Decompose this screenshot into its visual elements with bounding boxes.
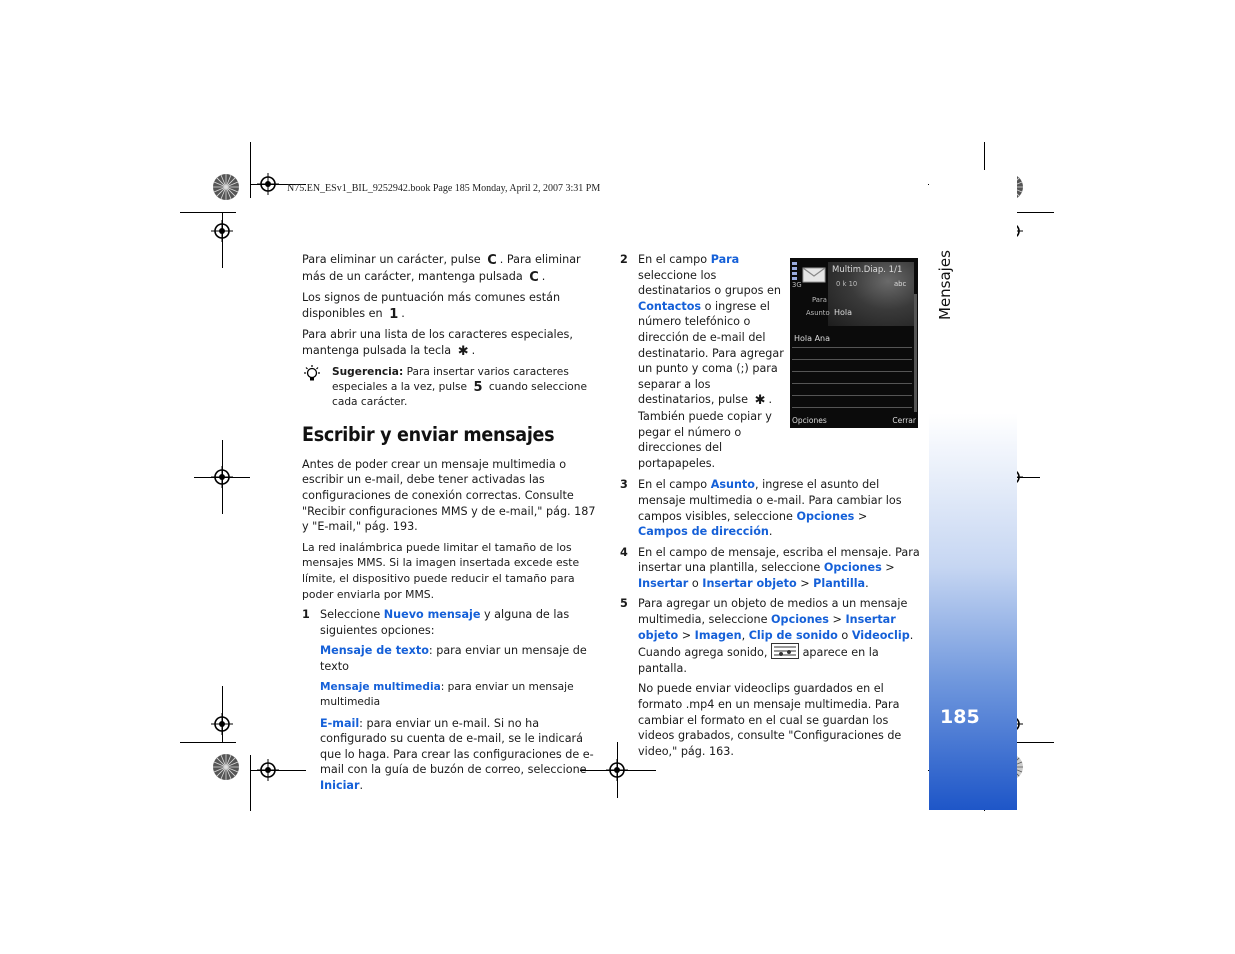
- registration-mark-icon: [257, 173, 279, 195]
- menu-link[interactable]: Asunto: [710, 478, 755, 492]
- menu-link[interactable]: Iniciar: [320, 779, 360, 793]
- crop-mark: [180, 742, 236, 743]
- paragraph: Antes de poder crear un mensaje multimedia o escribir un e-mail, debe tener activadas las configuraciones de conexión correctas. Consulte "Recibir configuraciones MMS y de e-mail," pág. 187 y "E-mail," pág. 193.: [302, 457, 596, 534]
- menu-link[interactable]: Para: [710, 253, 740, 266]
- step-item: 3 En el campo Asunto, ingrese el asunto del mensaje multimedia o e-mail. Para cambiar los campos visibles, seleccione Opciones > Campos de dirección.: [620, 478, 902, 539]
- rosette-mark-icon: [212, 753, 240, 781]
- rosette-mark-icon: [212, 173, 240, 201]
- c-key-icon: C: [529, 269, 539, 285]
- crop-mark: [180, 212, 236, 213]
- softkey-close[interactable]: Cerrar: [892, 416, 916, 425]
- crop-mark: [250, 142, 251, 198]
- input-mode-indicator: abc: [894, 280, 907, 288]
- envelope-icon: [802, 266, 826, 284]
- menu-link[interactable]: Videoclip: [851, 628, 910, 642]
- option-item: Mensaje de texto: para enviar un mensaje de texto: [320, 644, 587, 673]
- crop-mark: [250, 755, 251, 811]
- paragraph: No puede enviar videoclips guardados en el formato .mp4 en un mensaje multimedia. Para cambiar el formato en el cual se guardan los videos grabados, consulte "Configuraciones de video," pág. 163.: [638, 682, 902, 758]
- menu-link[interactable]: E-mail: [320, 716, 360, 730]
- step-item: 1 Seleccione Nuevo mensaje y alguna de las siguientes opciones:: [302, 608, 570, 637]
- left-column: [302, 252, 604, 799]
- option-item: E-mail: para enviar un e-mail. Si no ha configurado su cuenta de e-mail, se le indicará que lo haga. Para crear las configuraciones de e-mail con la guía de buzón de correo, seleccione Iniciar.: [320, 716, 594, 793]
- registration-mark-icon: [211, 220, 233, 242]
- menu-link[interactable]: Opciones: [771, 613, 829, 627]
- tip-label: Sugerencia:: [332, 365, 404, 378]
- section-heading: Escribir y enviar mensajes: [302, 422, 555, 446]
- print-header: N75.EN_ESv1_BIL_9252942.book Page 185 Monday, April 2, 2007 3:31 PM: [287, 183, 601, 194]
- option-item: Mensaje multimedia: para enviar un mensaje multimedia: [320, 680, 574, 709]
- page-number: 185: [940, 706, 980, 728]
- menu-link[interactable]: Nuevo mensaje: [383, 608, 481, 622]
- menu-link[interactable]: Mensaje de texto: [320, 644, 429, 658]
- paragraph: Los signos de puntuación más comunes están disponibles en 1 .: [302, 291, 561, 322]
- registration-mark-icon: [211, 713, 233, 735]
- softkey-options[interactable]: Opciones: [792, 416, 827, 425]
- menu-link[interactable]: Insertar: [638, 576, 689, 590]
- menu-link[interactable]: Opciones: [796, 509, 855, 523]
- chapter-title-text: Mensajes: [936, 250, 954, 320]
- tip-box: Sugerencia: Para insertar varios caracteres especiales a la vez, pulse 5 cuando seleccione cada carácter.: [302, 365, 604, 411]
- menu-link[interactable]: Plantilla: [813, 576, 866, 590]
- step-item: 5 Para agregar un objeto de medios a un mensaje multimedia, seleccione Opciones > Insertar objeto > Imagen, Clip de sonido o Videoclip. Cuando agrega sonido, aparece en la pantalla.: [620, 597, 914, 675]
- registration-mark-icon: [257, 759, 279, 781]
- screen-title: Multim.Diap. 1/1: [832, 265, 903, 275]
- phone-screenshot: [790, 258, 918, 428]
- message-body: Hola Ana: [794, 334, 831, 343]
- step-item: 4 En el campo de mensaje, escriba el mensaje. Para insertar una plantilla, seleccione Opciones > Insertar o Insertar objeto > Plantilla.: [620, 545, 920, 590]
- paragraph: Para abrir una lista de los caracteres especiales, mantenga pulsada la tecla ✱ .: [302, 328, 573, 359]
- one-key-icon: 1: [389, 306, 399, 322]
- subject-value: Hola: [834, 308, 853, 317]
- step-item: 2 En el campo Para seleccione los destinatarios o grupos en Contactos o ingrese el número telefónico o dirección de e-mail del destinatario. Para agregar un punto y coma (;) para separar a los destinatarios, pulse ✱ . También puede copiar y pegar el número o direcciones del portapapeles.: [620, 253, 784, 470]
- network-indicator: 3G: [792, 281, 802, 289]
- sound-indicator-icon: [771, 643, 799, 659]
- registration-mark-icon: [211, 466, 233, 488]
- star-key-icon: ✱: [457, 343, 469, 359]
- field-label-to: Para: [812, 296, 827, 304]
- paragraph: Para eliminar un carácter, pulse C . Para eliminar más de un carácter, mantenga pulsada C .: [302, 253, 581, 285]
- menu-link[interactable]: Imagen: [694, 628, 742, 642]
- menu-link[interactable]: Insertar objeto: [702, 576, 797, 590]
- chapter-title: [936, 252, 976, 322]
- star-key-icon: ✱: [754, 393, 766, 409]
- menu-link[interactable]: Contactos: [638, 299, 702, 313]
- scrollbar[interactable]: [914, 294, 917, 412]
- c-key-icon: C: [487, 253, 497, 268]
- lightbulb-icon: [302, 365, 322, 385]
- paragraph: La red inalámbrica puede limitar el tamaño de los mensajes MMS. Si la imagen insertada excede este límite, el dispositivo puede reducir el tamaño para poder enviarla por MMS.: [302, 540, 580, 601]
- field-label-subject: Asunto: [806, 309, 830, 317]
- menu-link[interactable]: Campos de dirección: [638, 525, 769, 539]
- message-size: 0 k 10: [836, 280, 858, 288]
- menu-link[interactable]: Clip de sonido: [748, 628, 838, 642]
- menu-link[interactable]: Mensaje multimedia: [320, 680, 441, 693]
- menu-link[interactable]: Opciones: [823, 561, 882, 575]
- menu-link[interactable]: Insertar objeto: [638, 613, 896, 642]
- five-key-icon: 5: [473, 379, 483, 395]
